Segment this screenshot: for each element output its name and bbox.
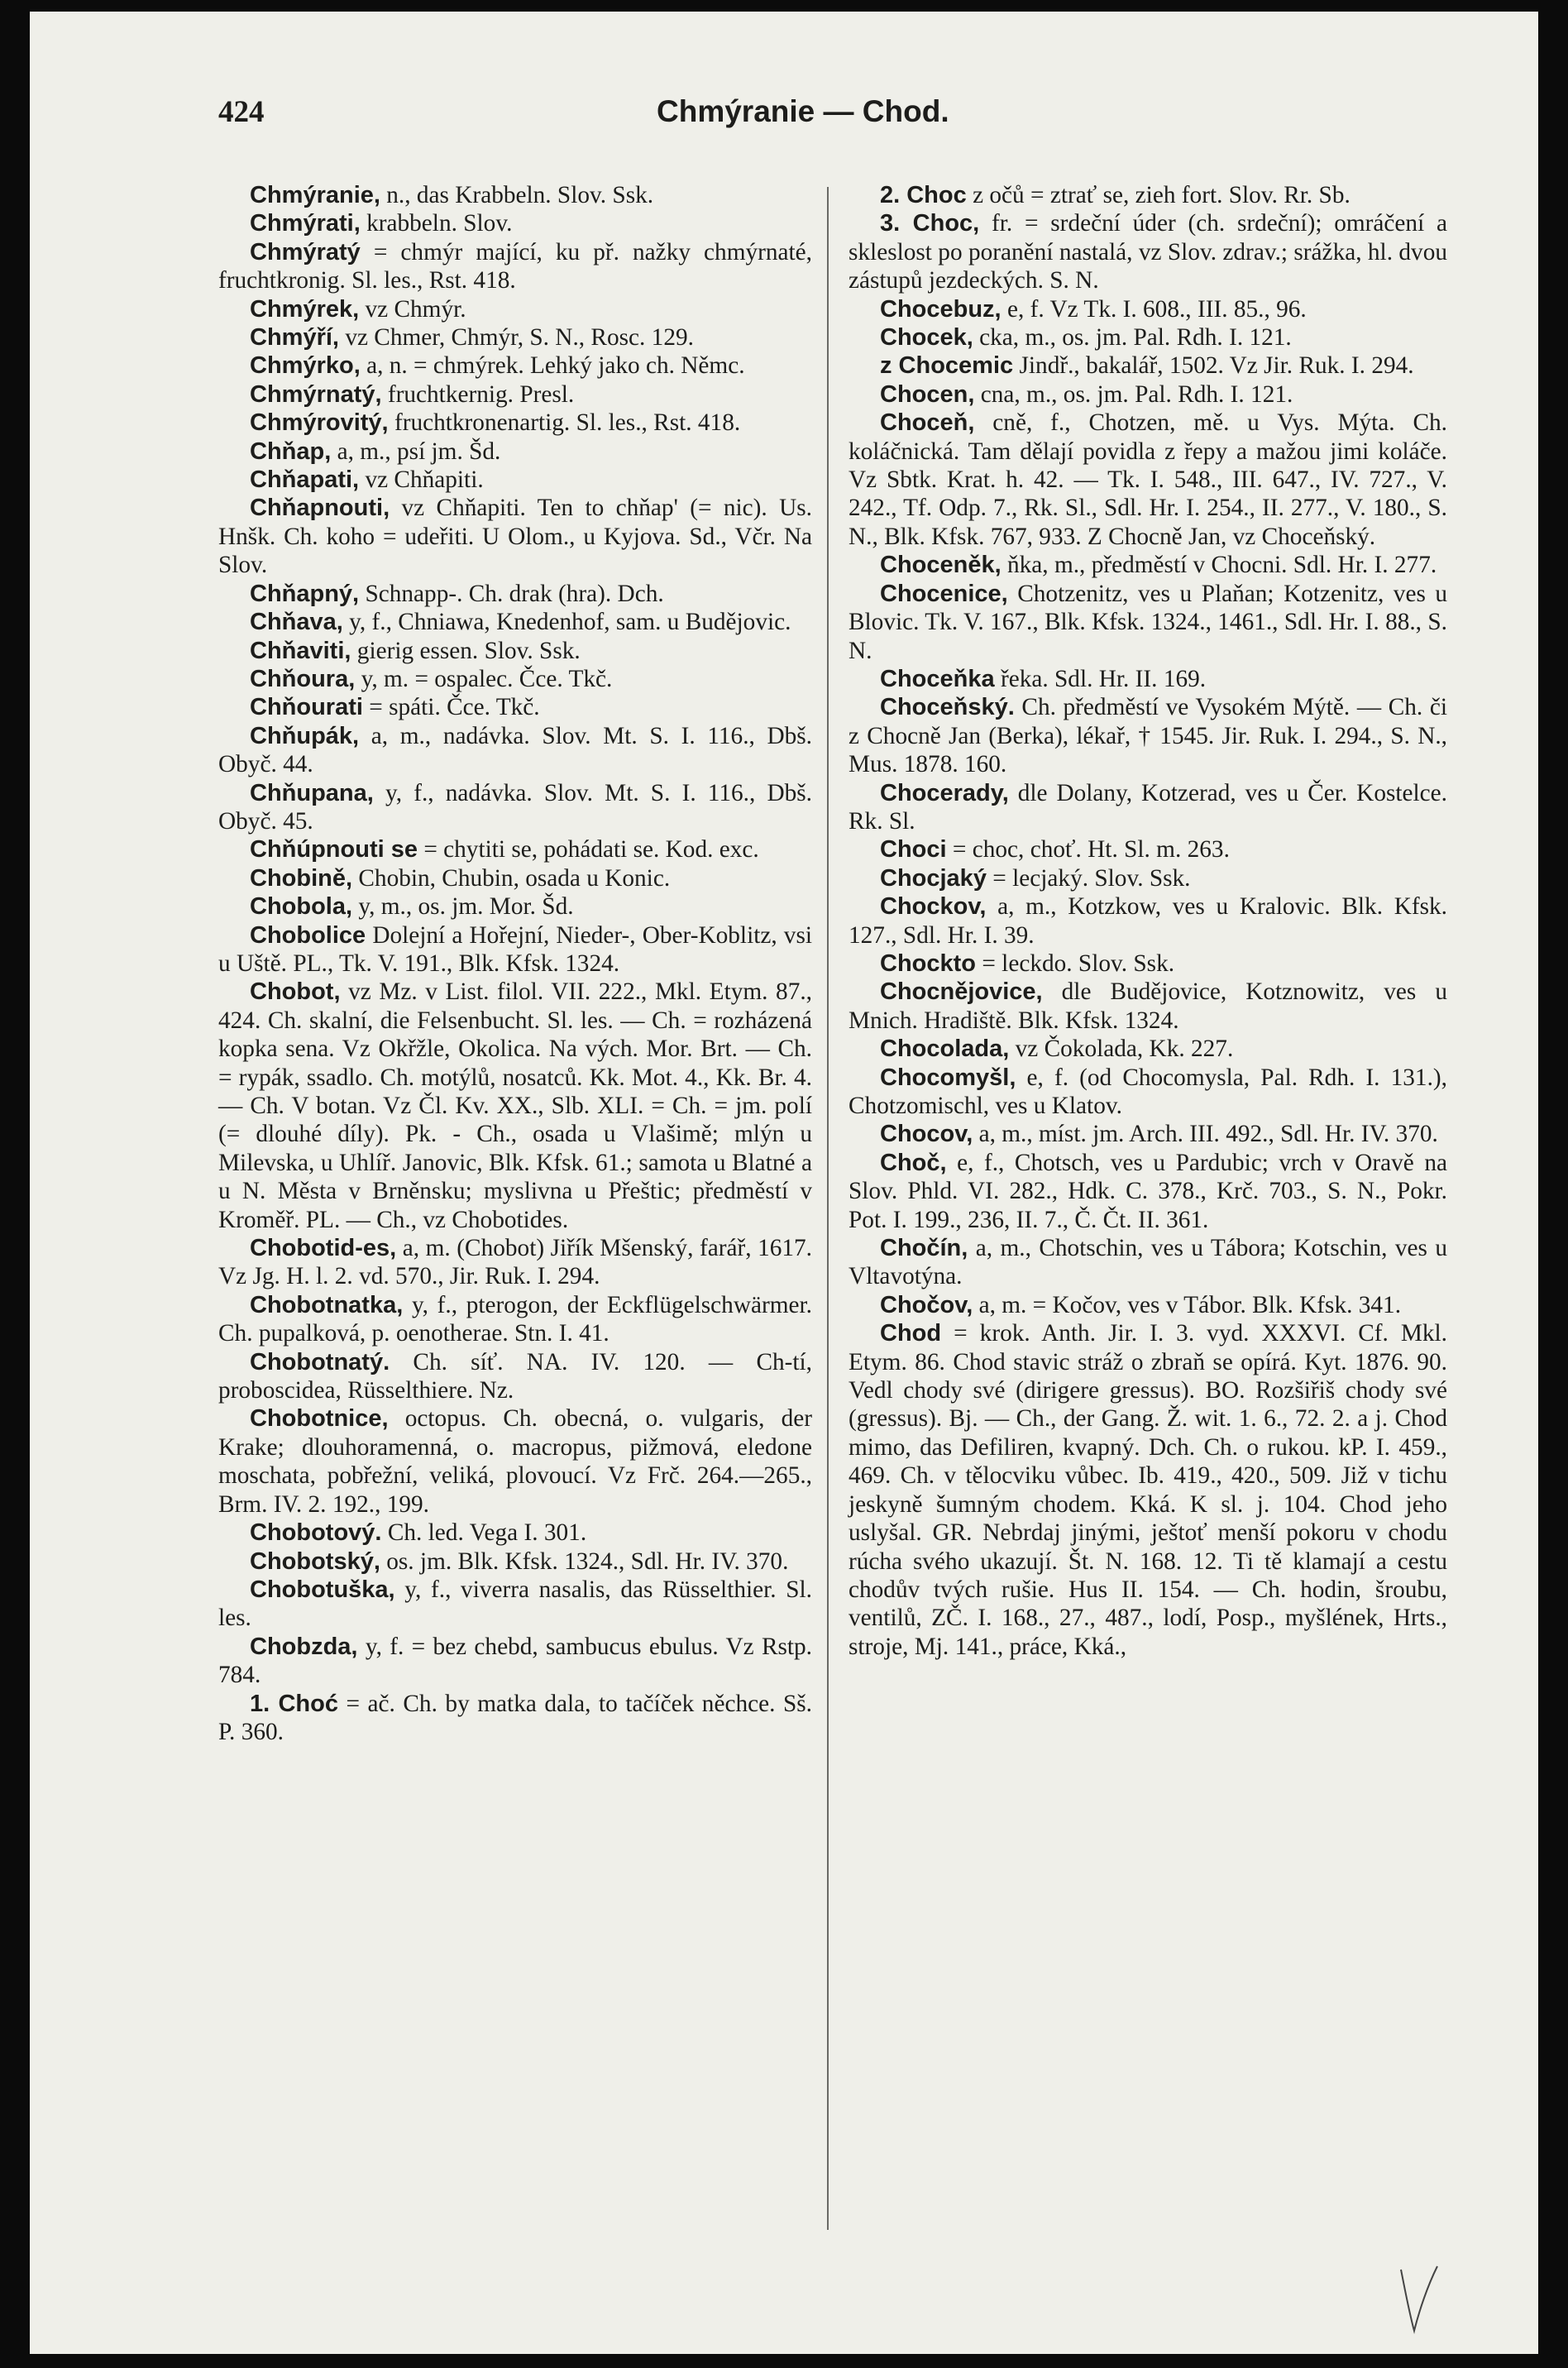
entry-headword: Chocomyšl, bbox=[880, 1064, 1016, 1091]
entry-headword: Choceňský. bbox=[880, 694, 1015, 721]
entry-headword: Chňúpnouti se bbox=[250, 836, 418, 863]
dictionary-entry bbox=[849, 1291, 1447, 1319]
page-header bbox=[30, 94, 1538, 144]
entry-definition: y, m. = ospalec. Čce. Tkč. bbox=[361, 665, 613, 692]
entry-headword: Chmýří, bbox=[250, 324, 339, 352]
entry-definition: Jindř., bakalář, 1502. Vz Jir. Ruk. I. 294. bbox=[1019, 352, 1414, 380]
entry-headword: Choceň, bbox=[880, 409, 975, 437]
entry-definition: dle Budějovice, Kotznowitz, ves u Mnich. Hradiště. Blk. Kfsk. 1324. bbox=[849, 978, 1447, 1034]
column-divider bbox=[827, 187, 829, 2230]
dictionary-entry bbox=[218, 1291, 812, 1348]
entry-definition: Chobin, Chubin, osada u Konic. bbox=[358, 864, 671, 892]
entry-headword: Chobot, bbox=[250, 978, 341, 1006]
entry-definition: Ch. síť. NA. IV. 120. — Ch-tí, proboscidea, Rüsselthiere. Nz. bbox=[218, 1348, 812, 1404]
dictionary-entry bbox=[218, 835, 812, 863]
entry-headword: Chocek, bbox=[880, 324, 973, 352]
dictionary-entry bbox=[218, 494, 812, 579]
entry-headword: Chobotový. bbox=[250, 1519, 382, 1547]
dictionary-entry bbox=[218, 181, 812, 209]
entry-definition: vz Čokolada, Kk. 227. bbox=[1015, 1036, 1234, 1063]
dictionary-entry bbox=[218, 323, 812, 352]
entry-headword: Choci bbox=[880, 836, 947, 863]
entry-headword: Chmýrati, bbox=[250, 210, 361, 237]
entry-definition: e, f. Vz Tk. I. 608., III. 85., 96. bbox=[1006, 295, 1307, 323]
scanned-page bbox=[30, 12, 1538, 2354]
dictionary-entry bbox=[849, 892, 1447, 950]
entry-definition: a, m. (Chobot) Jiřík Mšenský, farář, 1617. Vz Jg. H. l. 2. vd. 570., Jir. Ruk. I. 294. bbox=[218, 1235, 813, 1290]
entry-definition: Ch. led. Vega I. 301. bbox=[387, 1519, 587, 1547]
entry-definition: = choc, choť. Ht. Sl. m. 263. bbox=[952, 836, 1230, 863]
dictionary-entry bbox=[218, 1633, 812, 1690]
entry-headword: Chmýranie, bbox=[250, 182, 380, 208]
dictionary-entry bbox=[849, 1149, 1447, 1234]
dictionary-entry bbox=[218, 409, 812, 437]
dictionary-entry bbox=[849, 1064, 1447, 1121]
entry-headword: Chocnějovice, bbox=[880, 978, 1043, 1006]
dictionary-entry bbox=[218, 1348, 812, 1405]
entry-headword: Chobzda, bbox=[250, 1633, 358, 1660]
entry-definition: vz Chňapiti. bbox=[365, 466, 484, 494]
entry-headword: Chmýrovitý, bbox=[250, 409, 389, 437]
entry-headword: Chňupák, bbox=[250, 722, 360, 749]
entry-headword: Chockto bbox=[880, 950, 976, 977]
dictionary-entry bbox=[218, 466, 812, 494]
entry-definition: dle Dolany, Kotzerad, ves u Čer. Kostelce. Rk. Sl. bbox=[849, 779, 1447, 835]
dictionary-entry bbox=[218, 295, 812, 323]
entry-headword: 3. Choc, bbox=[880, 210, 980, 237]
entry-definition: e, f. (od Chocomysla, Pal. Rdh. I. 131.), Chotzomischl, ves u Klatov. bbox=[849, 1064, 1447, 1119]
entry-definition: fruchtkernig. Presl. bbox=[387, 380, 575, 408]
entry-definition: = krok. Anth. Jir. I. 3. vyd. XXXVI. Cf. Mkl. Etym. 86. Chod stavic stráž o zbraň se opírá. Kyt. 1876. 90. Vedl chody své (dirigere gressus). BO. Rozšiřiš chody své (gressus). Bj. — Ch., der Gang. Ž. wit. 1. 6., 72. 2. a j. Chod mimo, das Defiliren, kvapný. Dch. Ch. o rukou. kP. I. 459., 469. Ch. v tělocviku vůbec. Ib. 419., 420., 509. Již v tichu jeskyně šumným chodem. Kká. K sl. j. 104. Chod jeho uslyšal. GR. Nebrdaj jinými, ještoť menší pokoru v chodu rúcha svého ukazují. Št. N. 168. 12. Ti tě klamají a cestu chodův tvých rušie. Hus II. 154. — Ch. hodin, šroubu, ventilů, ZČ. I. 168., 27., 487., lodí, Posp., myšlének, Hrts., stroje, Mj. 141., práce, Kká., bbox=[849, 1320, 1447, 1660]
handwritten-mark-icon bbox=[1394, 2261, 1444, 2336]
entry-definition: fruchtkronenartig. Sl. les., Rst. 418. bbox=[394, 409, 741, 437]
dictionary-entry bbox=[849, 1120, 1447, 1148]
entry-headword: Chocov, bbox=[880, 1121, 973, 1148]
entry-headword: Chocerady, bbox=[880, 779, 1009, 806]
dictionary-entry bbox=[218, 1404, 812, 1519]
entry-definition: a, n. = chmýrek. Lehký jako ch. Němc. bbox=[366, 352, 745, 380]
entry-headword: Chod bbox=[880, 1320, 942, 1347]
entry-definition: cně, f., Chotzen, mě. u Vys. Mýta. Ch. koláčnická. Tam dělají povidla z řepy a mažou jimi koláče. Vz Sbtk. Krat. h. 42. — Tk. I. 548., III. 647., IV. 727., V. 242., Tf. Odp. 7., Rk. Sl., Sdl. Hr. I. 254., II. 277., V. 180., S. N., Blk. Kfsk. 767, 933. Z Chocně Jan, vz Choceňský. bbox=[849, 409, 1448, 550]
entry-headword: Chobotský, bbox=[250, 1548, 380, 1575]
running-head: Chmýranie — Chod. bbox=[657, 94, 949, 128]
left-column bbox=[218, 181, 812, 1746]
dictionary-entry bbox=[218, 722, 812, 779]
entry-headword: Chňapati, bbox=[250, 466, 360, 494]
entry-headword: Chocenice, bbox=[880, 580, 1008, 607]
dictionary-entry bbox=[849, 1035, 1447, 1063]
entry-definition: = leckdo. Slov. Ssk. bbox=[982, 950, 1175, 977]
entry-headword: Chočov, bbox=[880, 1291, 973, 1318]
dictionary-entry bbox=[849, 665, 1447, 693]
entry-definition: octopus. Ch. obecná, o. vulgaris, der Krake; dlouhoramenná, o. macropus, pižmová, eledone moschata, pobřežní, veliká, plovoucí. Vz Frč. 264.—265., Brm. IV. 2. 192., 199. bbox=[218, 1405, 812, 1518]
entry-definition: fr. = srdeční úder (ch. srdeční); omráčení a skleslost po poranění nastalá, vz Slov. zdrav.; srážka, hl. dvou zástupů jezdeckých. S. N. bbox=[849, 210, 1447, 294]
entry-definition: vz Chmýr. bbox=[365, 295, 466, 323]
entry-headword: Chobotid-es, bbox=[250, 1235, 397, 1262]
entry-definition: y, f., pterogon, der Eckflügelschwärmer. Ch. pupalková, p. oenotherae. Stn. I. 41. bbox=[218, 1291, 812, 1347]
entry-headword: Chockov, bbox=[880, 893, 987, 921]
entry-headword: Chocolada, bbox=[880, 1036, 1010, 1063]
entry-headword: Chobola, bbox=[250, 893, 353, 921]
dictionary-entry bbox=[849, 209, 1447, 294]
entry-headword: Chobotuška, bbox=[250, 1576, 395, 1603]
dictionary-entry bbox=[849, 181, 1447, 209]
entry-definition: y, f. = bez chebd, sambucus ebulus. Vz Rstp. 784. bbox=[218, 1633, 812, 1689]
entry-headword: 1. Choć bbox=[250, 1690, 338, 1717]
entry-headword: Chňap, bbox=[250, 438, 332, 465]
entry-headword: Chocebuz, bbox=[880, 295, 1002, 323]
dictionary-entry bbox=[849, 835, 1447, 863]
entry-definition: Ch. předměstí ve Vysokém Mýtě. — Ch. či z Chocně Jan (Berka), lékař, † 1545. Jir. Ruk. I. 294., S. N., Mus. 1878. 160. bbox=[849, 694, 1447, 778]
entry-definition: = chmýr mající, ku př. nažky chmýrnaté, fruchtkronig. Sl. les., Rst. 418. bbox=[218, 238, 813, 294]
dictionary-entry bbox=[849, 693, 1447, 778]
dictionary-entry bbox=[849, 950, 1447, 978]
entry-definition: Chotzenitz, ves u Plaňan; Kotzenitz, ves u Blovic. Tk. V. 167., Blk. Kfsk. 1324., 1461., Sdl. Hr. I. 88., S. N. bbox=[849, 580, 1448, 664]
dictionary-entry bbox=[218, 352, 812, 380]
entry-definition: gierig essen. Slov. Ssk. bbox=[356, 637, 581, 664]
entry-headword: Chobině, bbox=[250, 864, 353, 892]
dictionary-entry bbox=[849, 352, 1447, 380]
entry-definition: a, m., Kotzkow, ves u Kralovic. Blk. Kfsk. 127., Sdl. Hr. I. 39. bbox=[849, 893, 1447, 949]
entry-definition: e, f., Chotsch, ves u Pardubic; vrch v Oravě na Slov. Phld. VI. 282., Hdk. C. 378., Krč. 703., S. N., Pokr. Pot. I. 199., 236, II. 7., Č. Čt. II. 361. bbox=[849, 1149, 1447, 1233]
entry-headword: Choceňka bbox=[880, 665, 995, 692]
entry-headword: Chočín, bbox=[880, 1235, 968, 1262]
dictionary-entry bbox=[218, 779, 812, 836]
entry-headword: z Chocemic bbox=[880, 352, 1014, 380]
entry-definition: cka, m., os. jm. Pal. Rdh. I. 121. bbox=[979, 324, 1292, 352]
entry-definition: y, f., nadávka. Slov. Mt. S. I. 116., Dbš. Obyč. 45. bbox=[218, 779, 812, 835]
entry-headword: Chobolice bbox=[250, 921, 366, 949]
dictionary-entry bbox=[849, 580, 1447, 665]
entry-headword: Chmýratý bbox=[250, 238, 361, 266]
entry-definition: = spáti. Čce. Tkč. bbox=[369, 694, 540, 721]
entry-headword: Choceněk, bbox=[880, 552, 1002, 579]
entry-headword: Chňourati bbox=[250, 694, 363, 721]
entry-headword: Chňava, bbox=[250, 609, 343, 636]
dictionary-entry bbox=[218, 380, 812, 409]
entry-headword: Chobotnatka, bbox=[250, 1291, 404, 1318]
entry-headword: Chňapný, bbox=[250, 580, 360, 607]
entry-headword: Chocjaký bbox=[880, 864, 987, 892]
dictionary-entry bbox=[849, 409, 1447, 551]
dictionary-entry bbox=[849, 380, 1447, 409]
entry-headword: Chňupana, bbox=[250, 779, 374, 806]
entry-headword: Chocen, bbox=[880, 380, 975, 408]
entry-definition: a, m., nadávka. Slov. Mt. S. I. 116., Dbš. Obyč. 44. bbox=[218, 722, 813, 778]
entry-headword: Chmýrnatý, bbox=[250, 380, 382, 408]
dictionary-entry bbox=[849, 551, 1447, 579]
entry-definition: krabbeln. Slov. bbox=[366, 210, 513, 237]
entry-headword: Chňoura, bbox=[250, 665, 356, 692]
entry-definition: řeka. Sdl. Hr. II. 169. bbox=[1000, 665, 1207, 692]
dictionary-entry bbox=[218, 608, 812, 636]
entry-definition: os. jm. Blk. Kfsk. 1324., Sdl. Hr. IV. 370. bbox=[386, 1548, 789, 1575]
entry-definition: vz Chňapiti. Ten to chňap' (= nic). Us. Hnšk. Ch. koho = udeřiti. U Olom., u Kyjova. Sd., Včr. Na Slov. bbox=[218, 495, 812, 579]
entry-definition: y, m., os. jm. Mor. Šd. bbox=[358, 893, 574, 921]
entry-definition: Schnapp-. Ch. drak (hra). Dch. bbox=[365, 580, 664, 607]
dictionary-entry bbox=[218, 438, 812, 466]
entry-definition: vz Chmer, Chmýr, S. N., Rosc. 129. bbox=[345, 324, 694, 352]
dictionary-entry bbox=[218, 921, 812, 978]
entry-headword: 2. Choc bbox=[880, 182, 967, 208]
dictionary-entry bbox=[218, 864, 812, 892]
dictionary-entry bbox=[218, 978, 812, 1234]
dictionary-entry bbox=[849, 1319, 1447, 1661]
dictionary-entry bbox=[849, 978, 1447, 1035]
entry-definition: = chytiti se, pohádati se. Kod. exc. bbox=[423, 836, 759, 863]
entry-definition: = lecjaký. Slov. Ssk. bbox=[992, 864, 1191, 892]
entry-definition: a, m., psí jm. Šd. bbox=[337, 438, 501, 465]
dictionary-entry bbox=[849, 779, 1447, 836]
dictionary-entry bbox=[218, 665, 812, 693]
entry-definition: cna, m., os. jm. Pal. Rdh. I. 121. bbox=[980, 380, 1293, 408]
entry-headword: Chobotnice, bbox=[250, 1405, 389, 1433]
entry-definition: a, m., Chotschin, ves u Tábora; Kotschin, ves u Vltavotýna. bbox=[849, 1235, 1447, 1290]
entry-headword: Chobotnatý. bbox=[250, 1348, 390, 1375]
right-column bbox=[849, 181, 1447, 1661]
dictionary-entry bbox=[218, 580, 812, 608]
dictionary-entry bbox=[849, 295, 1447, 323]
dictionary-entry bbox=[218, 1519, 812, 1547]
dictionary-entry bbox=[218, 637, 812, 665]
dictionary-entry bbox=[849, 864, 1447, 892]
entry-headword: Chňaviti, bbox=[250, 637, 351, 664]
page-number: 424 bbox=[218, 95, 265, 129]
entry-definition: y, f., Chniawa, Knedenhof, sam. u Budějovic. bbox=[349, 609, 791, 636]
entry-headword: Choč, bbox=[880, 1149, 947, 1176]
dictionary-entry bbox=[218, 238, 812, 295]
dictionary-entry bbox=[218, 1234, 812, 1291]
dictionary-entry bbox=[218, 693, 812, 721]
entry-definition: vz Mz. v List. filol. VII. 222., Mkl. Etym. 87., 424. Ch. skalní, die Felsenbucht. Sl. les. — Ch. = rozházená kopka sena. Vz Okřžle, Okolica. Na vých. Mor. Brt. — Ch. = rypák, ssadlo. Ch. motýlů, nosatců. Kk. Mot. 4., Kk. Br. 4. — Ch. V botan. Vz Čl. Kv. XX., Slb. XLI. = Ch. = jm. polí (= dlouhé díly). Pk. - Ch., osada u Vlašimě; mlýn u Milevska, u Uhlíř. Janovic, Blk. Kfsk. 61.; samota u Blatné a u N. Města v Brněnsku; myslivna u Přeštic; předměstí v Kroměř. PL. — Ch., vz Chobotides. bbox=[218, 978, 813, 1233]
entry-definition: a, m., míst. jm. Arch. III. 492., Sdl. Hr. IV. 370. bbox=[978, 1121, 1438, 1148]
dictionary-entry bbox=[218, 1690, 812, 1747]
dictionary-entry bbox=[218, 1576, 812, 1633]
entry-definition: n., das Krabbeln. Slov. Ssk. bbox=[386, 182, 654, 208]
dictionary-entry bbox=[218, 1548, 812, 1576]
entry-definition: = ač. Ch. by matka dala, to tačíček něchce. Sš. P. 360. bbox=[218, 1690, 812, 1745]
dictionary-entry bbox=[849, 323, 1447, 352]
entry-definition: z očů = ztrať se, zieh fort. Slov. Rr. Sb. bbox=[973, 182, 1350, 208]
entry-definition: a, m. = Kočov, ves v Tábor. Blk. Kfsk. 341. bbox=[978, 1291, 1402, 1318]
entry-definition: ňka, m., předměstí v Chocni. Sdl. Hr. I. 277. bbox=[1007, 552, 1437, 579]
entry-definition: Dolejní a Hořejní, Nieder-, Ober-Koblitz, vsi u Uště. PL., Tk. V. 191., Blk. Kfsk. 1324. bbox=[218, 921, 812, 977]
entry-headword: Chňapnouti, bbox=[250, 495, 390, 522]
dictionary-entry bbox=[218, 209, 812, 237]
entry-definition: y, f., viverra nasalis, das Rüsselthier. Sl. les. bbox=[218, 1576, 812, 1632]
dictionary-entry bbox=[849, 1234, 1447, 1291]
dictionary-entry bbox=[218, 892, 812, 921]
entry-headword: Chmýrek, bbox=[250, 295, 360, 323]
entry-headword: Chmýrko, bbox=[250, 352, 361, 380]
